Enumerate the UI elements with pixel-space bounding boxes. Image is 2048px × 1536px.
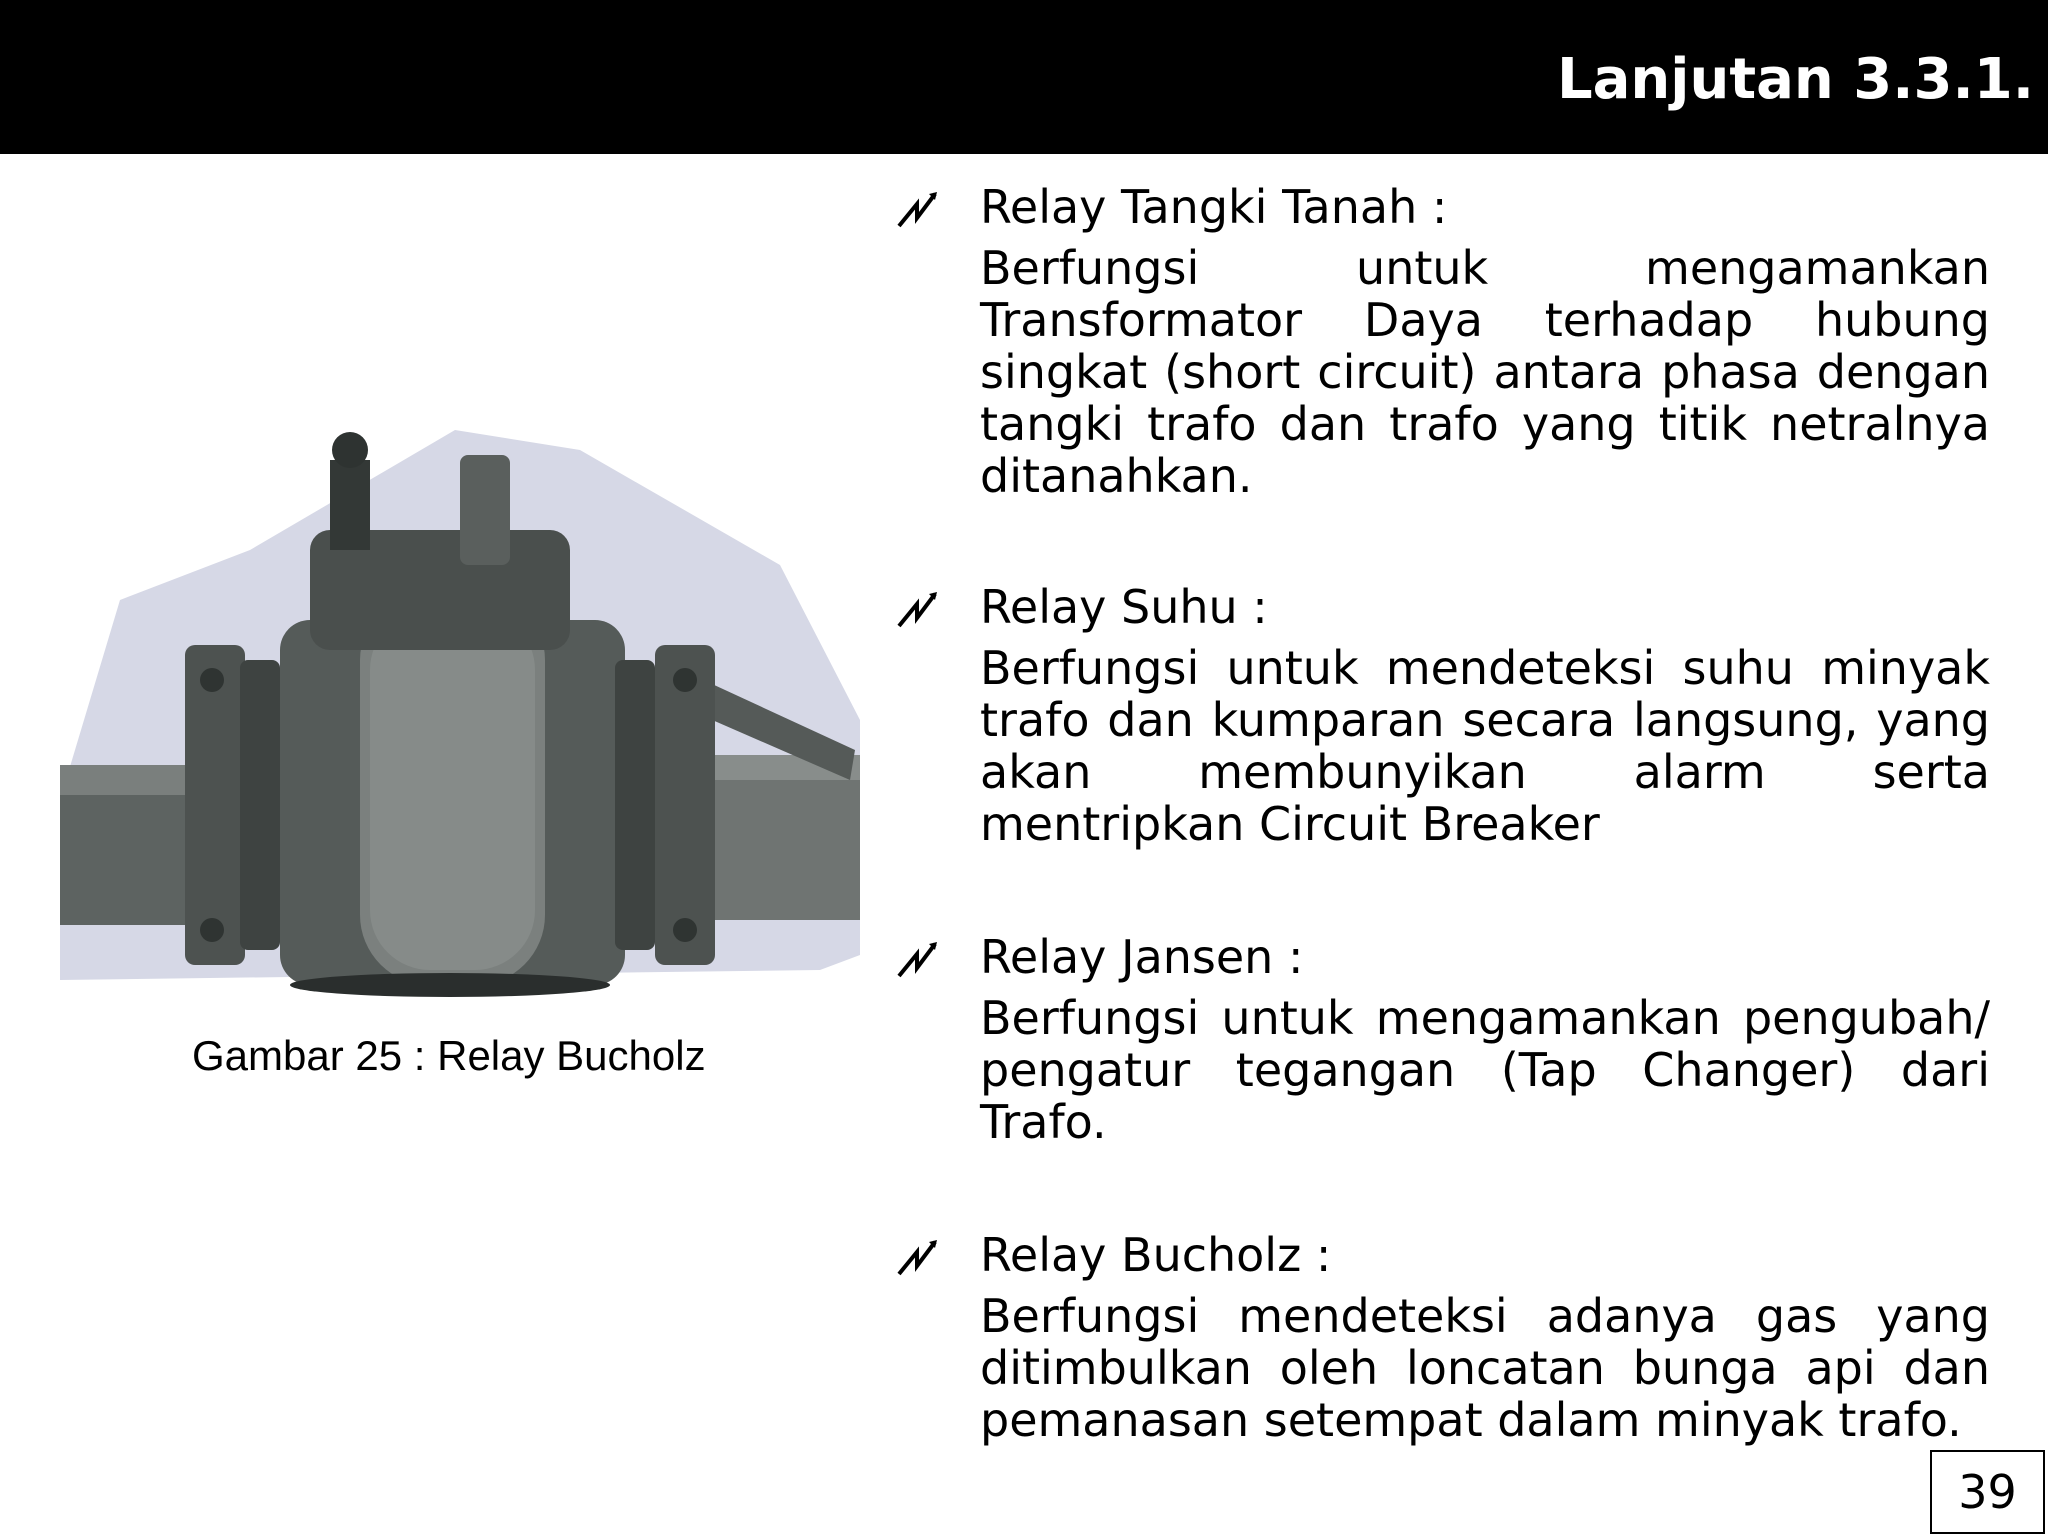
item-title: Relay Jansen :: [980, 930, 1304, 984]
list-item: [895, 178, 1990, 502]
lightning-bullet-icon: [895, 590, 939, 630]
item-description: Berfungsi untuk mengamankan Transformator Daya terhadap hubung singkat (short circuit) antara phasa dengan tangki trafo dan trafo yang titik netralnya ditanahkan.: [980, 241, 1990, 503]
list-item: [895, 928, 1990, 1148]
item-title: Relay Suhu :: [980, 580, 1268, 634]
item-title: Relay Tangki Tanah :: [980, 180, 1448, 234]
page-title: Lanjutan 3.3.1.: [1556, 47, 2034, 112]
item-description: Berfungsi mendeteksi adanya gas yang ditimbulkan oleh loncatan bunga api dan pemanasan setempat dalam minyak trafo.: [980, 1289, 1990, 1447]
lightning-bullet-icon: [895, 1238, 939, 1278]
header-bar: [0, 0, 2048, 154]
lightning-bullet-icon: [895, 940, 939, 980]
relay-bucholz-photo: [60, 420, 860, 1000]
figure-caption: Gambar 25 : Relay Bucholz: [192, 1032, 706, 1079]
item-title: Relay Bucholz :: [980, 1228, 1332, 1282]
item-description: Berfungsi untuk mendeteksi suhu minyak trafo dan kumparan secara langsung, yang akan membunyikan alarm serta mentripkan Circuit Breaker: [980, 641, 1990, 851]
lightning-bullet-icon: [895, 190, 939, 230]
list-item: [895, 578, 1990, 850]
item-description: Berfungsi untuk mengamankan pengubah/ pengatur tegangan (Tap Changer) dari Trafo.: [980, 991, 1990, 1149]
list-item: [895, 1226, 1990, 1446]
relay-bucholz-figure: [60, 420, 860, 1000]
page-number: 39: [1930, 1450, 2045, 1534]
